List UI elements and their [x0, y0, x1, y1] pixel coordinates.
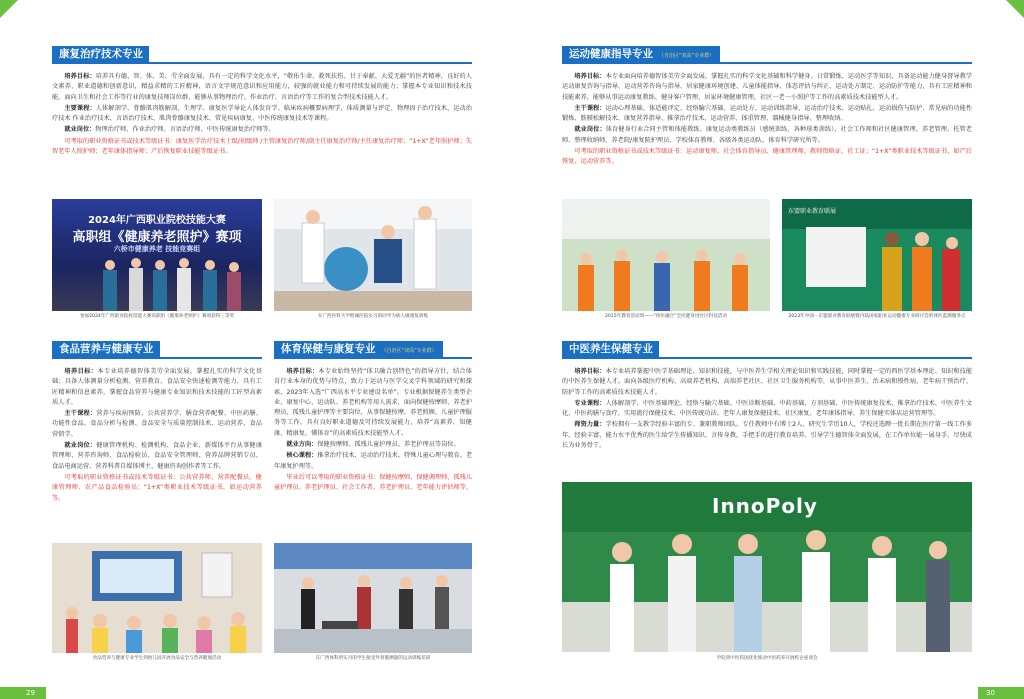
sport-heading-line — [274, 357, 472, 359]
rehab-heading — [52, 46, 149, 63]
rehab-job: 物理治疗师、作业治疗师、言语治疗师、中医传统康复治疗师等。 — [95, 126, 275, 134]
exercise-photo-community — [562, 199, 770, 311]
sport-text — [274, 367, 472, 495]
food-job: 健康管理机构、检测机构、食品企业、新媒体平台从事健康管理师、营养咨询师、食品检验员、食品安全管理师、营养品牌营销专员、食品电商运营、营养科普自媒体博主、健康咨询创作者等工作。 — [52, 442, 263, 470]
exercise-photo1-caption: 2015年教育活动周——“体医融合”全民健身进社区科技活动 — [604, 314, 728, 319]
rehab-job-label: 就业岗位： — [64, 126, 96, 134]
exercise-course: 运动心理基础、体适能评定、经络腧穴基础、运动处方、运动训练指导、运动治疗技术、运动贴扎、运动损伤与防护、常见病的功能性锻炼、筋膜松解技术、康复营养指导、推拿治疗技术、运动营养、体重管理、器械健身指导、整理收纳。 — [562, 104, 973, 123]
food-title: 食品营养与健康专业 — [59, 343, 154, 355]
rehab-goal-label: 培养目标： — [64, 73, 96, 80]
corner-decoration — [0, 0, 18, 18]
exercise-heading — [562, 46, 720, 63]
rehab-photo1-caption: 参加2024年广西职业院校技能大赛高职组《健康养老照护》赛项获得三等奖 — [79, 314, 235, 319]
exercise-text — [562, 72, 972, 169]
sport-title: 体育保健与康复专业 — [281, 343, 376, 355]
tcm-photo-caption: 学院到中医药国优化推动中医药养开展校企座谈会 — [716, 656, 818, 661]
page-number-right: 30 — [978, 687, 1024, 699]
banner-line-1: 2024年广西职业院校技能大赛 — [88, 215, 226, 226]
food-photo — [52, 543, 262, 653]
sport-core-label: 核心课程： — [286, 452, 318, 460]
food-goal-label: 培养目标： — [64, 368, 98, 375]
rehab-title: 康复治疗技术专业 — [59, 48, 143, 60]
tcm-heading — [562, 341, 659, 358]
rehab-text — [52, 72, 472, 158]
exercise-photo-asean — [782, 199, 972, 311]
exercise-title: 运动健康指导专业 — [569, 48, 653, 60]
gym-scene — [274, 543, 472, 653]
tcm-goal: 本专业培养掌握中医学基础理论、知识和技能，与中医养生学相关理论知识和实践技能，同时掌握一定的西医学基本理论、知识和技能的中医养生保健人才。面向各级医疗机构、高端养老机构、高端养老社区、社区卫生服务机构等，从事中医养生、治未病和慢性病、老年病干预治疗、防护等工作的高素质技术技能人才。 — [562, 368, 973, 396]
community-scene — [562, 199, 770, 311]
tcm-goal-label: 培养目标： — [574, 368, 606, 375]
sport-cert: 毕业后可以考取的职业资格证书：保健按摩师、保健调理师、孤残儿童护理员、养老护理员、社会工作者、养老护理员、老年能力评估师等。 — [274, 473, 473, 492]
food-heading-line — [52, 357, 262, 359]
classroom-scene — [52, 543, 262, 653]
food-course-label: 主干课程： — [64, 410, 97, 418]
tcm-heading-line — [562, 357, 972, 359]
rehab-course: 人体解剖学、骨骼肌肉筋解剖、生理学、康复医学导论人体发育学、临床疾病概要病理学、体质测量与评定、物理因子治疗技术、运动治疗技术 作业治疗技术、言语治疗技术、肌肉骨骼康复技术、常见疾病康复、中医传统康复技术等课程。 — [52, 104, 473, 123]
sport-goal: 本专业始终坚持“体卫融合创特色”的指导方针，结合体育行业本身的优势与特点，致力于运动与医学交叉学科领域的研究和探索，2023年入选“广西高水平专业建设名单”。专业根据保健养生类型企业，康复中心、运动队、养老机构等用人需求，面向保健按摩师、养老护理员、孤残儿童护理等主要岗位，从事保健按摩、养老照顾、儿童护理服务等工作，具有良好职业道德及可持续发展能力，培养“高素养、知健康、精康复、懂体育”的高素质技术技能型人才。 — [274, 368, 472, 437]
rehab-goal: 培养具有德、智、体、美、劳全面发展，具有一定的科学文化水平，“敬佑生命、救死扶伤、甘于奉献、大爱无疆”的医者精神，良好的人文素养、职业道德和创新意识，精益求精的工匠精神，语言文字规范意识和应用能力，较强的就业能力和可持续发展的能力；掌握本专业知识和技术技能，面向卫生和社会工作等行业的康复技师岗位群，能够从事物理治疗、作业治疗、言语治疗等工作的复合型技术技能人才。 — [52, 73, 472, 101]
booth-scene — [782, 199, 972, 311]
food-course: 营养与疾病预防、公共营养学、膳食营养配餐、中医药膳、功能性食品、食品分析与检测、食品安全与质量控制技术、运动营养、食品营销学。 — [52, 410, 263, 438]
sport-tag: （自治区“双高”专业群） — [381, 348, 437, 354]
sport-job-label: 就业方向： — [286, 441, 318, 449]
tcm-course: 人体解剖学、中医基础理论、经络与腧穴基础、中医诊断基础、中药基础、方剂基础、中医传统康复技术、推拿治疗技术、中医养生文化、中医药膳与食疗、实用流行保健技术、中医传统功法、老年人康复保健技术、社区康复、老年康体指导、养生保健实体店运营管理等。 — [562, 399, 973, 418]
food-cert: 可考取的职业资格证书或技术等级证书：公共营养师、营养配餐员、健康管理师、农产品食品检验员；“1+X”类职业技术等级证书，如运动营养等。 — [52, 473, 262, 502]
people-illustration — [52, 199, 262, 311]
brand-logo: InnoPoly — [712, 494, 818, 518]
exercise-goal-label: 培养目标： — [574, 73, 606, 80]
rehab-cert: 可考取的职业资格证书或技术等级证书：康复医学治疗技术士级/初级师 /主管康复治疗师/副主任康复治疗师/主任康复治疗师；“1+X”老年照护师；失智老年人照护师；老年康体指导师；产后恢复职业技能等级证书。 — [52, 137, 472, 156]
tcm-course-label: 专业课程： — [574, 399, 606, 407]
sport-goal-label: 培养目标： — [286, 368, 319, 375]
right-page — [512, 0, 1024, 699]
rehab-heading-line — [52, 62, 472, 64]
rehab-course-label: 主要课程： — [64, 104, 96, 112]
exercise-job-label: 就业岗位： — [574, 126, 606, 134]
exercise-goal: 本专业面向培养德智体美劳全面发展，掌握扎实的科学文化基础和科学健身、日常锻炼、运动医学等知识，具备运动能力健身督导教学运动康复咨询与指导、运动营养咨询与指导、居家健康环境创建、儿童体能指导、体态评估与纠正、运动处方制定、运动防护等能力，具有工匠精神和技能素养，能够从事运动康复教练、健身客户管理、居家环境健康管理，社区一老一小照护等工作的高素质技术技能型人才。 — [562, 73, 973, 101]
sport-photo — [274, 543, 472, 653]
food-text — [52, 367, 262, 505]
banner-line-2: 高职组《健康养老照护》赛项 — [72, 230, 242, 245]
tcm-photo — [562, 482, 972, 652]
corner-decoration-right — [1006, 0, 1024, 18]
tcm-teacher: 学校拥有一支教学经验丰富的专、兼职教师团队。专任教师中有博士2人、研究生学历10人，学校还选聘一批长期在医疗第一线工作多年、经验丰富、能力水平优秀的医生给学生传播知识、言传身教，手把手的进行教育培养。引导学生德智体全面发展，在工作单位能一展身手，尽快成长为业务骨干。 — [562, 421, 973, 450]
tcm-text — [562, 367, 972, 452]
food-goal: 本专业培养德智体美劳全面发展，掌握扎实的科学文化基础；具备人体测量分析检测、营养教育、食品安全快速检测等能力，具有工匠精神和信息素养，掌握食品营养与健康专业知识和技术技能的工匠型高素质人才。 — [52, 368, 263, 406]
exercise-photo2-caption: 2023年中国－东盟职业教育联展暨内陆国家职业运动健康专业研讨会的体医监测服务点 — [788, 314, 966, 319]
rehab-photo2-caption: 在广西医科大学附属医院实习的同学为病人做康复训练 — [317, 314, 429, 319]
exercise-course-label: 主干课程： — [574, 104, 606, 112]
sport-photo-caption: 在广西体科所实习的学生接受外骨骼测量的运动训练培训 — [315, 656, 431, 661]
exercise-tag: （自治区“双高”专业群） — [659, 53, 715, 59]
sport-heading — [274, 341, 443, 358]
rehab-photo-competition — [52, 199, 262, 311]
banner-line-3: 六桥市健康养老 技能竞赛组 — [113, 245, 201, 253]
exercise-heading-line — [562, 62, 972, 64]
tcm-title: 中医养生保健专业 — [569, 343, 653, 355]
food-photo-caption: 食品营养与健康专业学生到幼儿园开展食品安全与营养健康活动 — [92, 656, 222, 661]
food-job-label: 就业岗位： — [64, 442, 97, 450]
hospital-scene — [274, 199, 472, 311]
shirt-text: 东盟职业教育联展 — [788, 208, 837, 215]
food-heading — [52, 341, 160, 358]
sport-core: 推拿治疗技术、运动治疗技术、特殊儿童心理与教育、老年康复护理等。 — [274, 452, 473, 470]
exercise-cert: 可考取的职业资格证书或技术等级证书：运动康复师、社会体育指导员、健康管理师、教师资格证、社工证；“1+X”类职业技术等级证书，如产后恢复、运动营养等。 — [562, 148, 972, 166]
page-number-left: 29 — [0, 687, 46, 699]
exercise-job: 体育健身行业合同主管和体能教练、康复运动类教练员（感统训练、各种球类训练），社会工作师和社区健康管理、养老管理、托管老师、整理收纳师、养老院/康复院护理员、学校体育教师、各级各类运动队、体育科学研究所等。 — [562, 126, 972, 144]
tcm-teacher-label: 师资力量： — [574, 421, 606, 429]
rehab-photo-hospital — [274, 199, 472, 311]
sport-job: 保健按摩师、孤残儿童护理员、养老护理员等岗位。 — [317, 441, 460, 449]
